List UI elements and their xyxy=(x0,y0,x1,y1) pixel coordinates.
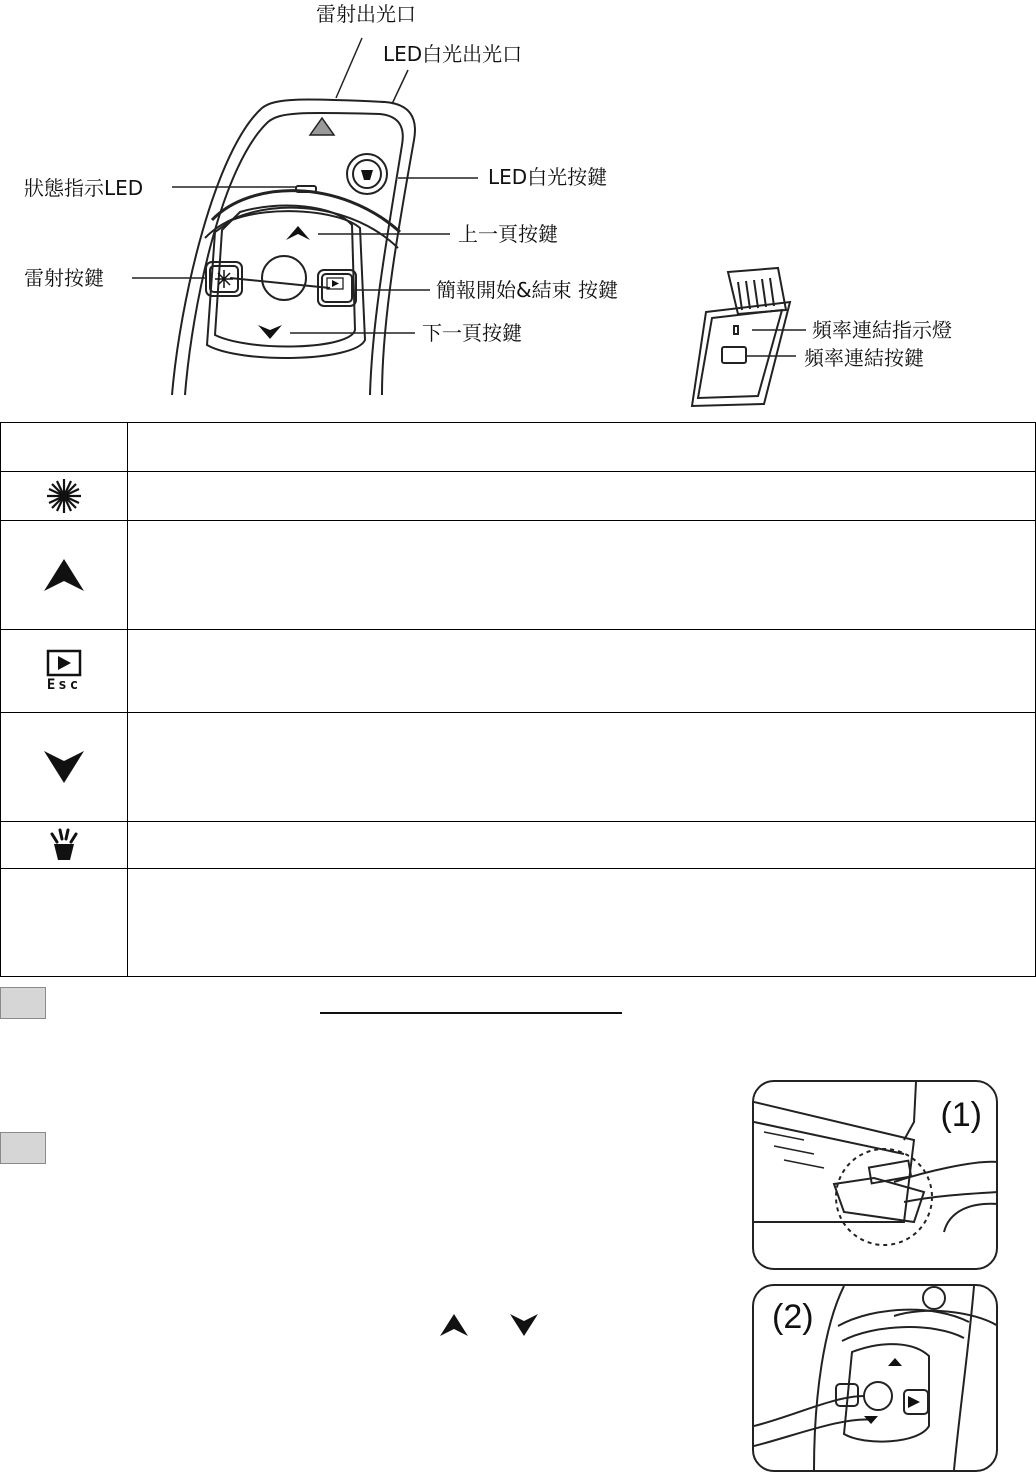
table-description xyxy=(128,472,1035,520)
table-icon-cell xyxy=(1,822,128,868)
step-photo-2 xyxy=(752,1284,998,1472)
table-description xyxy=(128,713,1035,821)
photo-2-label: (2) xyxy=(772,1298,814,1336)
underline-blank xyxy=(320,1012,622,1014)
remote-up-arrow xyxy=(286,226,310,240)
table-icon-cell xyxy=(1,423,128,471)
table-description xyxy=(128,869,1035,976)
presenter-remote-drawing xyxy=(172,100,415,395)
table-description xyxy=(128,521,1035,629)
label-status-led: 狀態指示LED xyxy=(24,176,144,200)
table-row xyxy=(1,521,1035,630)
label-laser-aperture: 雷射出光口 xyxy=(316,2,416,26)
step-marker-2 xyxy=(0,1132,46,1164)
table-row xyxy=(1,423,1035,472)
table-row xyxy=(1,713,1035,822)
photo-1-label: (1) xyxy=(940,1096,982,1134)
led-light-icon xyxy=(46,828,82,862)
table-icon-cell xyxy=(1,630,128,712)
table-row xyxy=(1,630,1035,713)
table-row xyxy=(1,822,1035,869)
inline-up-arrow-icon xyxy=(438,1312,470,1338)
step-marker-1 xyxy=(0,987,46,1019)
table-row xyxy=(1,869,1035,976)
function-table xyxy=(0,422,1036,977)
remote-down-arrow xyxy=(258,325,282,339)
down-arrow-icon xyxy=(42,747,86,787)
label-led-aperture: LED白光出光口 xyxy=(383,42,523,66)
label-led-button: LED白光按鍵 xyxy=(488,165,608,189)
step-photo-1 xyxy=(752,1080,998,1270)
label-page-down-button: 下一頁按鍵 xyxy=(422,321,522,345)
label-laser-button: 雷射按鍵 xyxy=(24,266,104,290)
inline-down-arrow-icon xyxy=(508,1312,540,1338)
esc-label: Esc xyxy=(46,677,82,693)
usb-dongle-drawing xyxy=(692,268,806,406)
label-page-up-button: 上一頁按鍵 xyxy=(458,222,558,246)
table-icon-cell xyxy=(1,713,128,821)
table-row xyxy=(1,472,1035,521)
laser-icon xyxy=(44,476,84,516)
up-arrow-icon xyxy=(42,555,86,595)
label-start-end-button: 簡報開始&結束 按鍵 xyxy=(436,278,618,302)
laser-warning-triangle xyxy=(310,118,334,135)
table-icon-cell xyxy=(1,521,128,629)
play-icon xyxy=(46,649,82,677)
table-icon-cell xyxy=(1,869,128,976)
table-description xyxy=(128,423,1035,471)
label-freq-button: 頻率連結按鍵 xyxy=(804,346,924,370)
label-freq-indicator: 頻率連結指示燈 xyxy=(812,318,952,342)
table-description xyxy=(128,822,1035,868)
table-icon-cell xyxy=(1,472,128,520)
table-description xyxy=(128,630,1035,712)
